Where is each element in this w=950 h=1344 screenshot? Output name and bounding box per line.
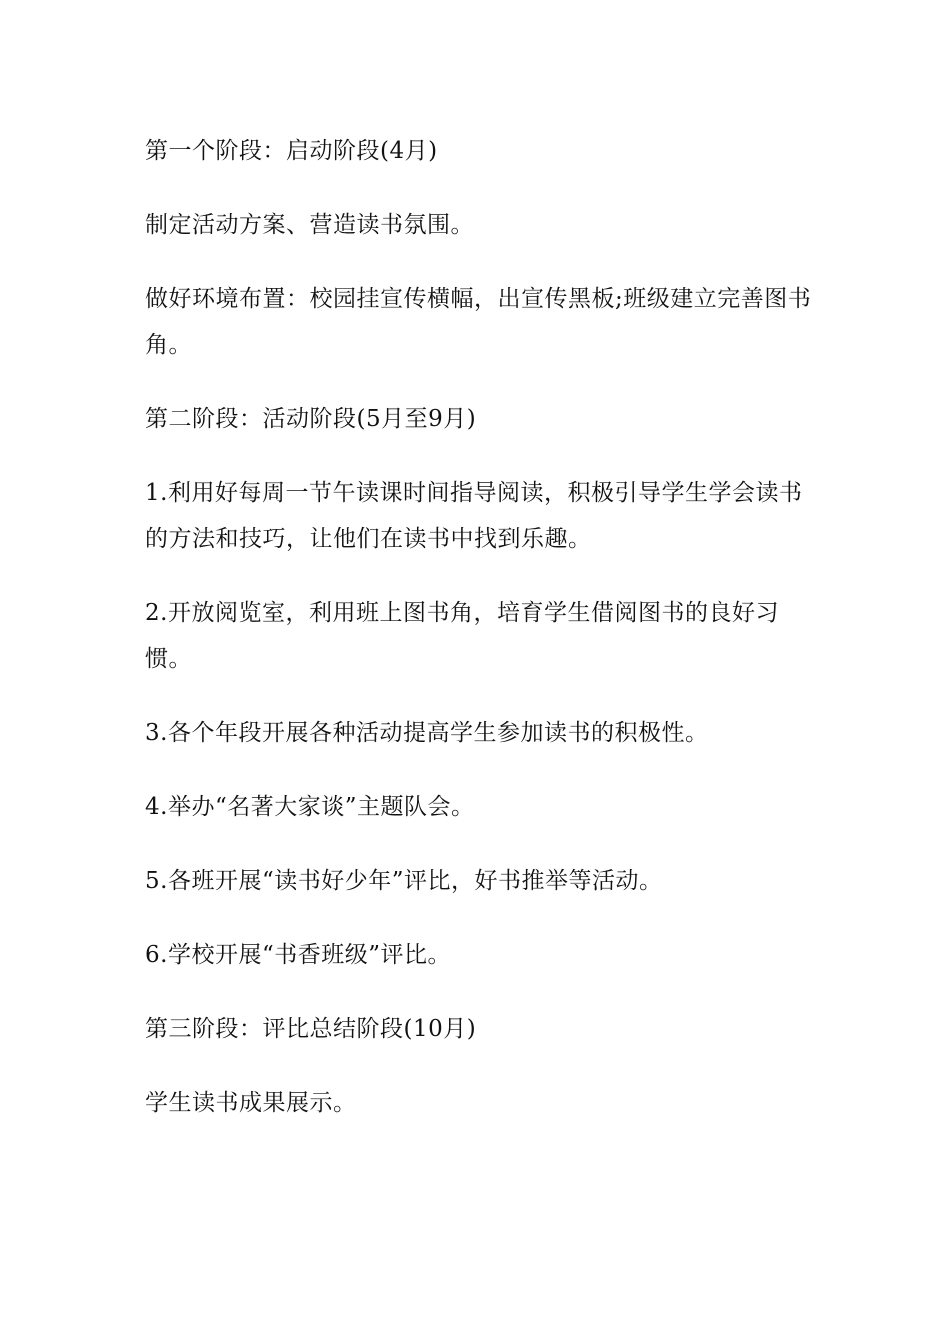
list-item: 6.学校开展“书香班级”评比。 bbox=[145, 942, 451, 968]
list-item: 1.利用好每周一节午读课时间指导阅读，积极引导学生学会读书的方法和技巧，让他们在读书中找到乐趣。 bbox=[145, 480, 803, 552]
paragraph: 学生读书成果展示。 bbox=[145, 1090, 357, 1116]
list-item: 2.开放阅览室，利用班上图书角，培育学生借阅图书的良好习惯。 bbox=[145, 600, 779, 672]
section-heading-phase-3: 第三阶段：评比总结阶段(10月) bbox=[145, 1016, 477, 1042]
section-heading-phase-1: 第一个阶段：启动阶段(4月) bbox=[145, 138, 438, 164]
list-item: 5.各班开展“读书好少年”评比，好书推举等活动。 bbox=[145, 868, 663, 894]
paragraph: 制定活动方案、营造读书氛围。 bbox=[145, 212, 474, 238]
document-body bbox=[145, 128, 815, 1154]
list-item: 3.各个年段开展各种活动提高学生参加读书的积极性。 bbox=[145, 720, 709, 746]
paragraph: 做好环境布置：校园挂宣传横幅，出宣传黑板;班级建立完善图书角。 bbox=[145, 286, 812, 358]
list-item: 4.举办“名著大家谈”主题队会。 bbox=[145, 794, 475, 820]
section-heading-phase-2: 第二阶段：活动阶段(5月至9月) bbox=[145, 406, 477, 432]
